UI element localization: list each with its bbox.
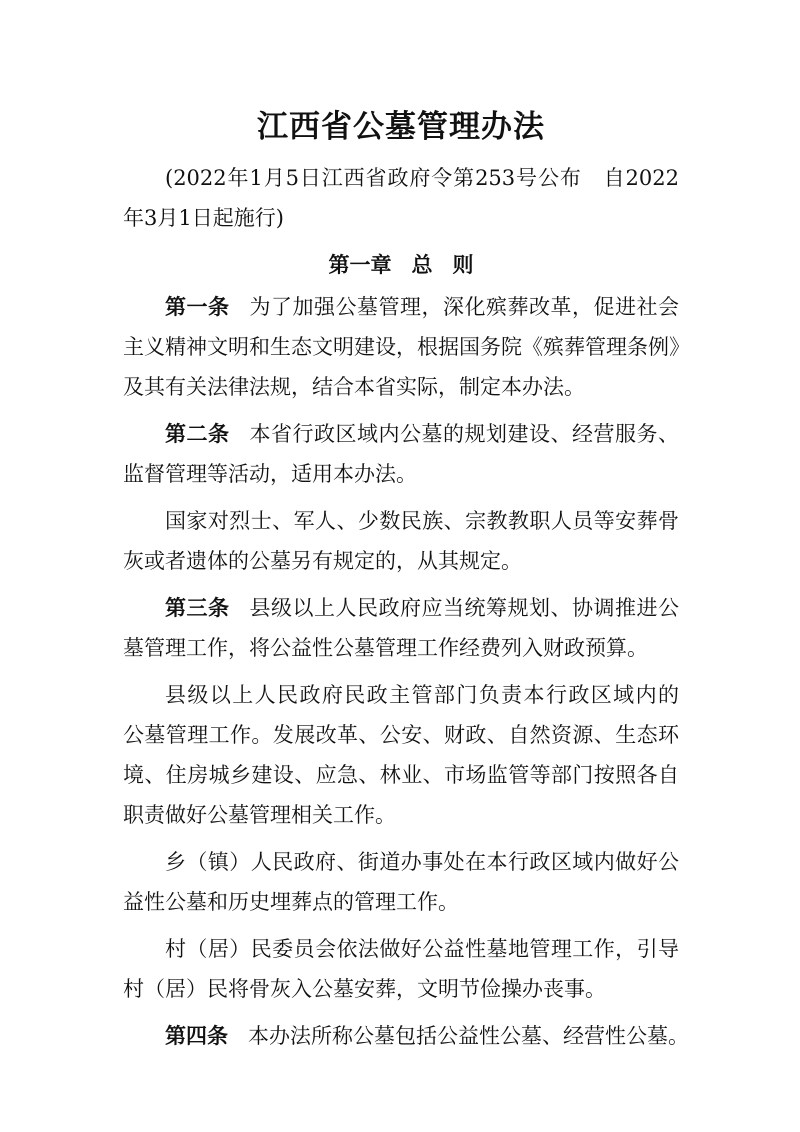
note-line: (2022年1月5日江西省政府令第253号公布 自2022 — [165, 166, 679, 190]
paragraph — [123, 287, 690, 407]
paragraph-line: 国家对烈士、军人、少数民族、宗教教职人员等安葬骨 — [165, 509, 679, 533]
paragraph — [123, 501, 679, 581]
document-title: 江西省公墓管理办法 — [257, 109, 545, 145]
article-number: 第二条 — [165, 422, 230, 446]
document-body — [123, 287, 690, 1056]
paragraph — [123, 588, 679, 668]
paragraph — [123, 842, 679, 922]
article-number: 第三条 — [165, 596, 230, 620]
promulgation-note — [123, 158, 679, 238]
paragraph-line: 主义精神文明和生态文明建设，根据国务院《殡葬管理条例》 — [123, 335, 690, 359]
paragraph-line: 灰或者遗体的公墓另有规定的，从其规定。 — [123, 549, 522, 573]
paragraph-line: 第一条 为了加强公墓管理，深化殡葬改革，促进社会 — [165, 295, 679, 319]
paragraph-line: 及其有关法律法规，结合本省实际，制定本办法。 — [123, 375, 585, 399]
paragraph-line: 第四条 本办法所称公墓包括公益性公墓、经营性公墓。 — [165, 1024, 689, 1048]
paragraph-line: 境、住房城乡建设、应急、林业、市场监管等部门按照各自 — [123, 763, 679, 787]
paragraph-line: 第二条 本省行政区域内公墓的规划建设、经营服务、 — [165, 422, 679, 446]
paragraph-line: 乡（镇）人民政府、街道办事处在本行政区域内做好公 — [165, 850, 679, 874]
paragraph — [123, 414, 679, 494]
paragraph-line: 墓管理工作，将公益性公墓管理工作经费列入财政预算。 — [123, 636, 648, 660]
paragraph-line: 公墓管理工作。发展改革、公安、财政、自然资源、生态环 — [123, 723, 679, 747]
paragraph — [123, 929, 679, 1009]
article-number: 第四条 — [165, 1024, 228, 1048]
article-number: 第一条 — [165, 295, 230, 319]
chapter-number: 第一章 — [328, 253, 392, 277]
paragraph-line: 第三条 县级以上人民政府应当统筹规划、协调推进公 — [165, 596, 679, 620]
document-page — [123, 104, 690, 1063]
paragraph-line: 益性公墓和历史埋葬点的管理工作。 — [123, 890, 459, 914]
paragraph — [123, 675, 679, 835]
paragraph-line: 职责做好公墓管理相关工作。 — [123, 803, 396, 827]
paragraph — [123, 1016, 689, 1056]
note-line: 年3月1日起施行) — [123, 206, 284, 230]
chapter-heading — [123, 245, 679, 285]
paragraph-line: 监督管理等活动，适用本办法。 — [123, 462, 417, 486]
paragraph-line: 县级以上人民政府民政主管部门负责本行政区域内的 — [165, 683, 679, 707]
paragraph-line: 村（居）民委员会依法做好公益性墓地管理工作，引导 — [165, 937, 679, 961]
paragraph-line: 村（居）民将骨灰入公墓安葬，文明节俭操办丧事。 — [123, 977, 606, 1001]
chapter-name: 总 — [411, 253, 433, 277]
chapter-name: 则 — [452, 253, 474, 277]
